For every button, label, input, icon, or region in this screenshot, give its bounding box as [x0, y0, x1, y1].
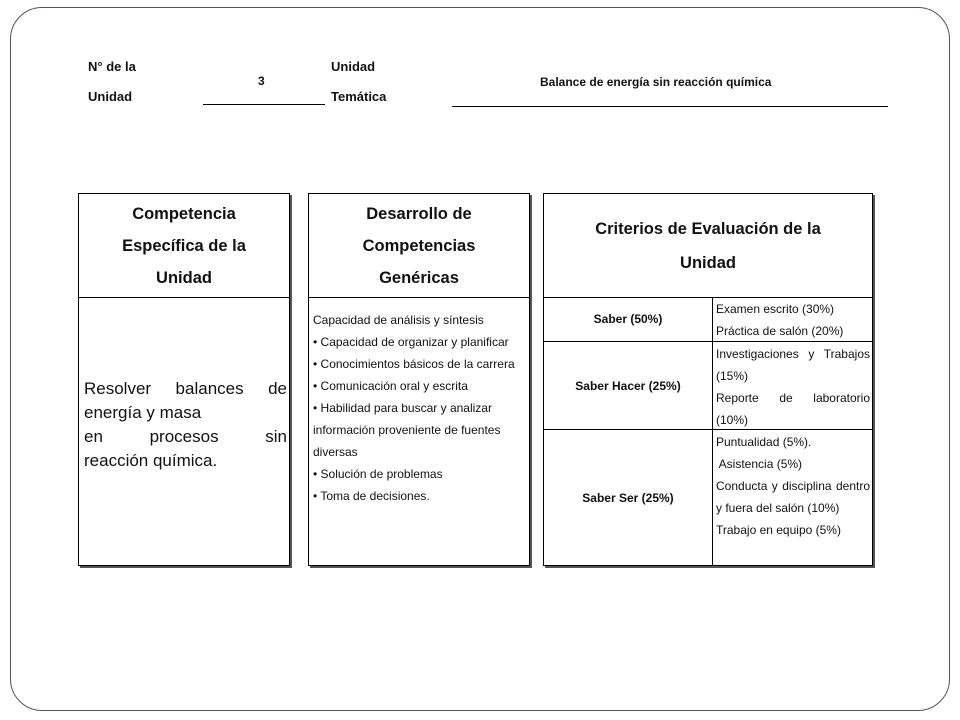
genericas-title-line1: Desarrollo de: [366, 204, 472, 223]
criterio-label: Saber Hacer (25%): [544, 342, 713, 429]
genericas-item: • Comunicación oral y escrita: [313, 379, 468, 393]
genericas-item: • Toma de decisiones.: [313, 489, 430, 503]
criterio-detail: [713, 430, 872, 565]
criterio-detail: [713, 297, 872, 341]
unit-number-label: [88, 59, 198, 105]
criterio-detail-line: Asistencia (5%): [716, 457, 803, 471]
criterio-row-saber-hacer: [544, 342, 872, 430]
unit-number-value: 3: [258, 74, 265, 88]
criterio-detail-line: Conducta y disciplina dentro y fuera del salón (10%): [716, 479, 870, 515]
genericas-list: [313, 309, 526, 507]
genericas-item: • Capacidad de organizar y planificar: [313, 335, 509, 349]
criterio-row-saber-ser: [544, 430, 872, 565]
competencia-text-line1: Resolver balances de: [84, 379, 287, 398]
unit-theme-label-line1: Unidad: [331, 59, 376, 74]
competencia-text-line2: energía y masa: [84, 403, 202, 422]
unit-theme-label: [331, 59, 441, 105]
criterios-title-line2: Unidad: [680, 253, 736, 272]
criterio-detail-line: Trabajo en equipo (5%): [716, 523, 841, 537]
competencia-text-line4: reacción química.: [84, 451, 218, 470]
genericas-title-line3: Genéricas: [379, 268, 459, 287]
criterio-detail-line: Investigaciones y Trabajos (15%): [716, 347, 870, 383]
criterios-header: [544, 194, 872, 298]
criterio-row-saber: [544, 297, 872, 342]
competencia-header: [79, 194, 289, 298]
criterio-label: Saber Ser (25%): [544, 430, 713, 565]
genericas-header: [309, 194, 529, 298]
competencia-title-line2: Específica de la: [122, 236, 246, 255]
competencia-title-line1: Competencia: [132, 204, 236, 223]
criterio-detail-line: Examen escrito (30%): [716, 302, 835, 316]
genericas-item: • Conocimientos básicos de la carrera: [313, 357, 515, 371]
genericas-item: • Solución de problemas: [313, 467, 443, 481]
genericas-item: Capacidad de análisis y síntesis: [313, 313, 484, 327]
competencia-text: [84, 377, 287, 473]
criterio-label: Saber (50%): [544, 297, 713, 341]
criterios-box: [543, 193, 873, 566]
genericas-title-line2: Competencias: [362, 236, 476, 255]
competencia-text-line3: en procesos sin: [84, 427, 287, 446]
criterios-title-line1: Criterios de Evaluación de la: [595, 219, 821, 238]
criterio-detail-line: Reporte de laboratorio (10%): [716, 391, 870, 427]
unit-theme-label-line2: Temática: [331, 89, 387, 104]
competencia-title-line3: Unidad: [156, 268, 212, 287]
criterio-detail-line: Práctica de salón (20%): [716, 324, 844, 338]
unit-number-label-line2: Unidad: [88, 89, 133, 104]
criterio-detail-line: Puntualidad (5%).: [716, 435, 812, 449]
unit-theme-underline: [452, 106, 888, 107]
genericas-item: • Habilidad para buscar y analizar información proveniente de fuentes diversas: [313, 401, 501, 459]
unit-number-underline: [203, 104, 325, 105]
criterio-detail: [713, 342, 872, 429]
unit-theme-value: Balance de energía sin reacción química: [540, 75, 772, 89]
unit-number-label-line1: N° de la: [88, 59, 136, 74]
